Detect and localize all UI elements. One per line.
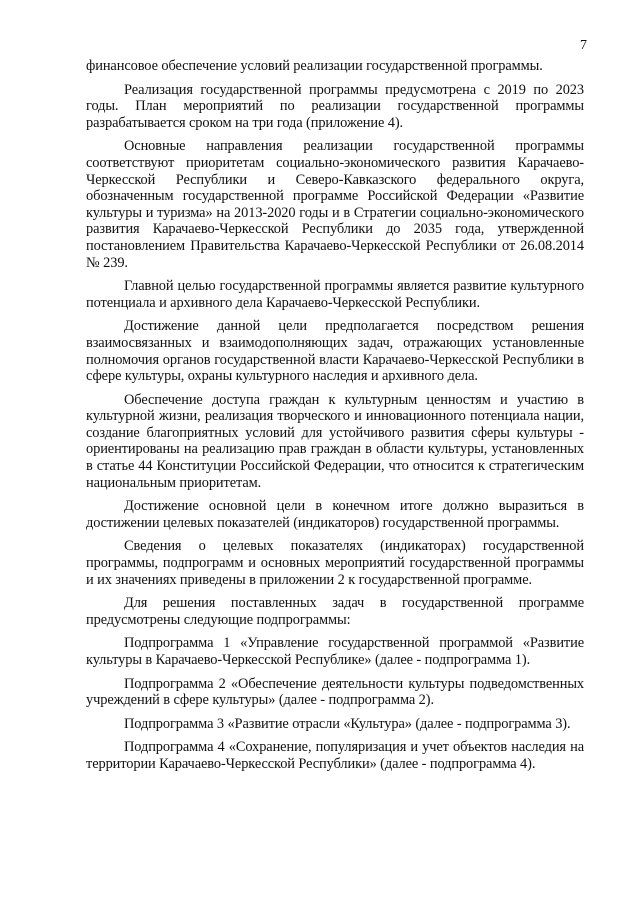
paragraph-13: Подпрограмма 4 «Сохранение, популяризация и учет объектов наследия на территории Карачаево-Черкесской Республики» (далее - подпрограмма 4). [86,739,584,772]
paragraph-1: финансовое обеспечение условий реализации государственной программы. [86,58,543,74]
paragraph-9: Для решения поставленных задач в государственной программе предусмотрены следующие подпрограммы: [86,595,584,628]
paragraph-11: Подпрограмма 2 «Обеспечение деятельности культуры подведомственных учреждений в сфере культуры» (далее - подпрограмма 2). [86,675,584,709]
paragraph-12: Подпрограмма 3 «Развитие отрасли «Культура» (далее - подпрограмма 3). [124,715,571,732]
paragraph-7: Достижение основной цели в конечном итоге должно выразиться в достижении целевых показателей (индикаторов) государственной программы. [86,498,584,531]
paragraph-5: Достижение данной цели предполагается посредством решения взаимосвязанных и взаимодополняющих задач, отражающих установленные полномочия органов государственной власти Карачаево-Черкесской Республики в сфере культуры, охраны культурного наследия и архивного дела. [86,318,584,385]
document-body [86,58,584,780]
paragraph-2: Реализация государственной программы предусмотрена с 2019 по 2023 годы. План мероприятий по реализации государственной программы разрабатывается сроком на три года (приложение 4). [86,81,584,131]
paragraph-8: Сведения о целевых показателях (индикаторах) государственной программы, подпрограмм и основных мероприятий государственной программы и их значениях приведены в приложении 2 к государственной программе. [86,538,584,588]
paragraph-6: Обеспечение доступа граждан к культурным ценностям и участию в культурной жизни, реализация творческого и инновационного потенциала нации, создание благоприятных условий для устойчивого развития сферы культуры - ориентированы на реализацию прав граждан в области культуры, установленных в статье 44 Конституции Российской Федерации, что относится к стратегическим национальным приоритетам. [86,391,584,491]
paragraph-10: Подпрограмма 1 «Управление государственной программой «Развитие культуры в Карачаево-Черкесской Республике» (далее - подпрограмма 1). [86,635,584,668]
paragraph-4: Главной целью государственной программы является развитие культурного потенциала и архивного дела Карачаево-Черкесской Республики. [86,278,584,311]
page-number: 7 [580,38,587,53]
paragraph-3: Основные направления реализации государственной программы соответствуют приоритетам социально-экономического развития Карачаево-Черкесской Республики и Северо-Кавказского федерального округа, обозначенным государственной программе Российской Федерации «Развитие культуры и туризма» на 2013-2020 годы и в Стратегии социально-экономического развития Карачаево-Черкесской Республики до 2035 года, утвержденной постановлением Правительства Карачаево-Черкесской Республики от 26.08.2014 № 239. [86,138,584,271]
